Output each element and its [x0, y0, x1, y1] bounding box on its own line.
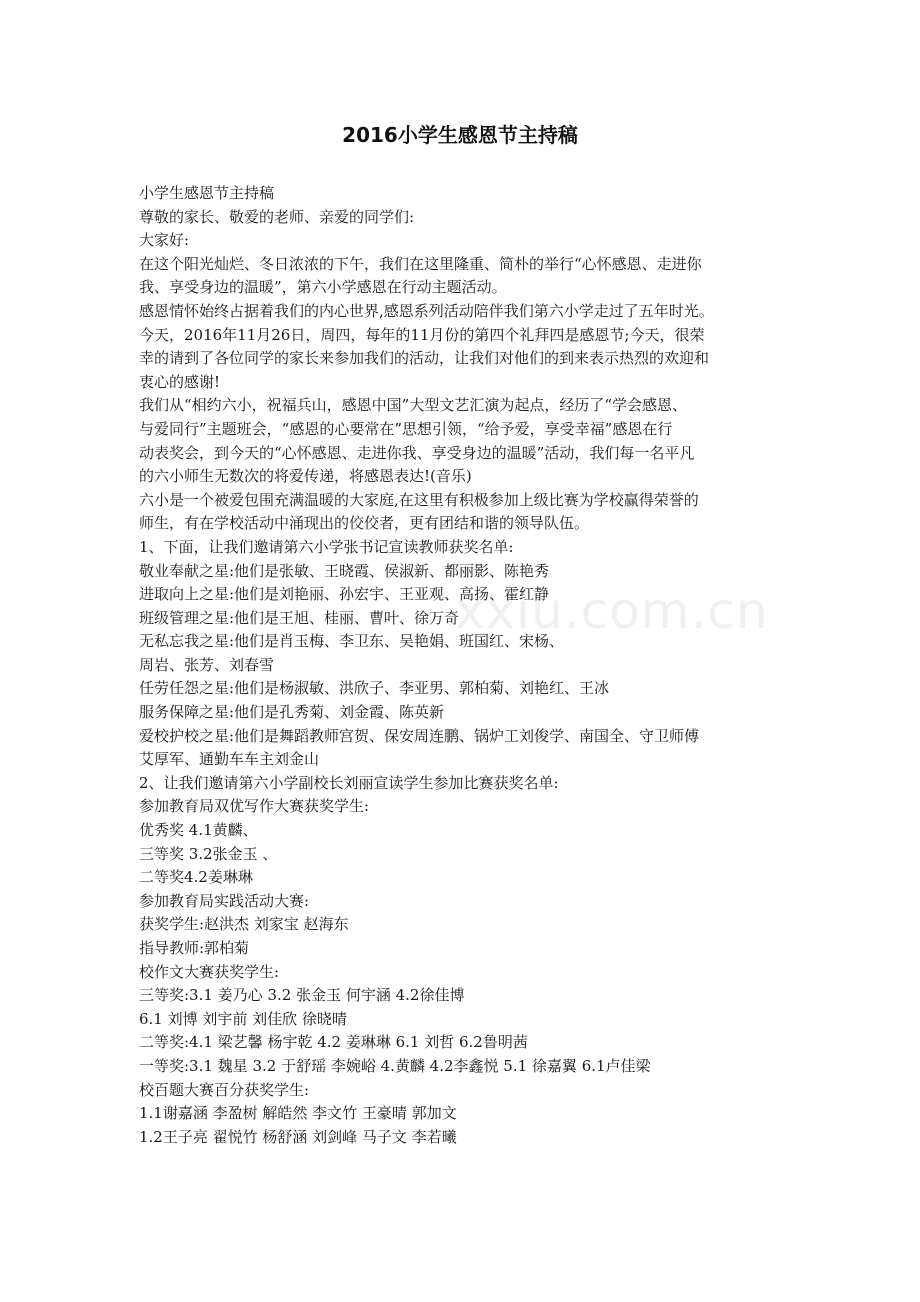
paragraph-line: 大家好:	[139, 231, 190, 250]
paragraph-line: 6.1 刘博 刘宇前 刘佳欣 徐晓晴	[139, 1009, 347, 1028]
paragraph-line: 任劳任怨之星:他们是杨淑敏、洪欣子、李亚男、郭柏菊、刘艳红、王冰	[139, 679, 610, 698]
paragraph-line: 参加教育局实践活动大赛:	[139, 891, 310, 910]
paragraph-line: 今天，2016年11月26日，周四，每年的11月份的第四个礼拜四是感恩节;今天，很荣	[139, 325, 705, 344]
document-title: 2016小学生感恩节主持稿	[342, 123, 578, 147]
paragraph-line: 班级管理之星:他们是王旭、桂丽、曹叶、徐万奇	[139, 608, 460, 627]
paragraph-line: 师生，有在学校活动中涌现出的佼佼者，更有团结和谐的领导队伍。	[139, 514, 590, 533]
paragraph-line: 敬业奉献之星:他们是张敏、王晓霞、侯淑新、都丽影、陈艳秀	[139, 561, 550, 580]
paragraph-line: 衷心的感谢!	[139, 372, 221, 391]
paragraph-line: 1.2王子亮 翟悦竹 杨舒涵 刘剑峰 马子文 李若曦	[139, 1127, 457, 1146]
paragraph-line: 三等奖:3.1 姜乃心 3.2 张金玉 何宇涵 4.2徐佳博	[139, 986, 465, 1005]
paragraph-line: 服务保障之星:他们是孔秀菊、刘金霞、陈英新	[139, 703, 445, 722]
paragraph-line: 参加教育局双优写作大赛获奖学生:	[139, 797, 370, 816]
document-body	[139, 182, 787, 1149]
paragraph-line: 感恩情怀始终占据着我们的内心世界,感恩系列活动陪伴我们第六小学走过了五年时光。	[139, 301, 714, 320]
paragraph-line: 一等奖:3.1 魏星 3.2 于舒瑶 李婉峪 4.黄麟 4.2李鑫悦 5.1 徐嘉翼 6.1卢佳梁	[139, 1056, 651, 1075]
watermark-text: xxiu.com.cn	[455, 582, 769, 640]
paragraph-line: 进取向上之星:他们是刘艳丽、孙宏宇、王亚观、高扬、霍红静	[139, 585, 550, 604]
paragraph-line: 指导教师:郭柏菊	[139, 939, 250, 957]
paragraph-line: 校百题大赛百分获奖学生:	[139, 1080, 310, 1099]
paragraph-line: 无私忘我之星:他们是肖玉梅、李卫东、吴艳娟、班国红、宋杨、	[139, 632, 565, 651]
paragraph-line: 在这个阳光灿烂、冬日浓浓的下午，我们在这里隆重、简朴的举行“心怀感恩、走进你	[139, 254, 702, 273]
paragraph-line: 二等奖4.2姜琳琳	[139, 868, 253, 887]
paragraph-line: 1、下面，让我们邀请第六小学张书记宣读教师获奖名单:	[139, 537, 514, 556]
paragraph-line: 周岩、张芳、刘春雪	[139, 655, 275, 674]
paragraph-line: 二等奖:4.1 梁艺馨 杨宇乾 4.2 姜琳琳 6.1 刘哲 6.2鲁明茜	[139, 1033, 528, 1052]
paragraph-line: 爱校护校之星:他们是舞蹈教师宫贺、保安周连鹏、锅炉工刘俊学、南国全、守卫师傅	[139, 726, 700, 745]
paragraph-line: 三等奖 3.2张金玉 、	[139, 844, 278, 863]
paragraph-line: 优秀奖 4.1黄麟、	[139, 821, 258, 840]
paragraph-line: 小学生感恩节主持稿	[139, 184, 275, 202]
paragraph-line: 六小是一个被爱包围充满温暖的大家庭,在这里有积极参加上级比赛为学校赢得荣誉的	[139, 490, 699, 509]
paragraph-line: 获奖学生:赵洪杰 刘家宝 赵海东	[139, 915, 349, 934]
paragraph-line: 尊敬的家长、敬爱的老师、亲爱的同学们:	[139, 207, 415, 226]
paragraph-line: 我们从“相约六小，祝福兵山，感恩中国”大型文艺汇演为起点，经历了“学会感恩、	[139, 396, 688, 415]
paragraph-line: 幸的请到了各位同学的家长来参加我们的活动，让我们对他们的到来表示热烈的欢迎和	[139, 349, 710, 368]
paragraph-line: 艾厚军、通勤车车主刘金山	[139, 750, 320, 769]
paragraph-line: 动表奖会，到今天的“心怀感恩、走进你我、享受身边的温暖”活动，我们每一名平凡	[139, 443, 695, 462]
paragraph-line: 与爱同行”主题班会，“感恩的心要常在”思想引领，“给予爱，享受幸福”感恩在行	[139, 419, 673, 438]
paragraph-line: 我、享受身边的温暖”，第六小学感恩在行动主题活动。	[139, 278, 507, 297]
paragraph-line: 的六小师生无数次的将爱传递，将感恩表达!(音乐)	[139, 467, 472, 486]
paragraph-line: 1.1谢嘉涵 李盈树 解皓然 李文竹 王豪晴 郭加文	[139, 1104, 457, 1123]
paragraph-line: 校作文大赛获奖学生:	[139, 962, 280, 981]
paragraph-line: 2、让我们邀请第六小学副校长刘丽宣读学生参加比赛获奖名单:	[139, 773, 559, 792]
